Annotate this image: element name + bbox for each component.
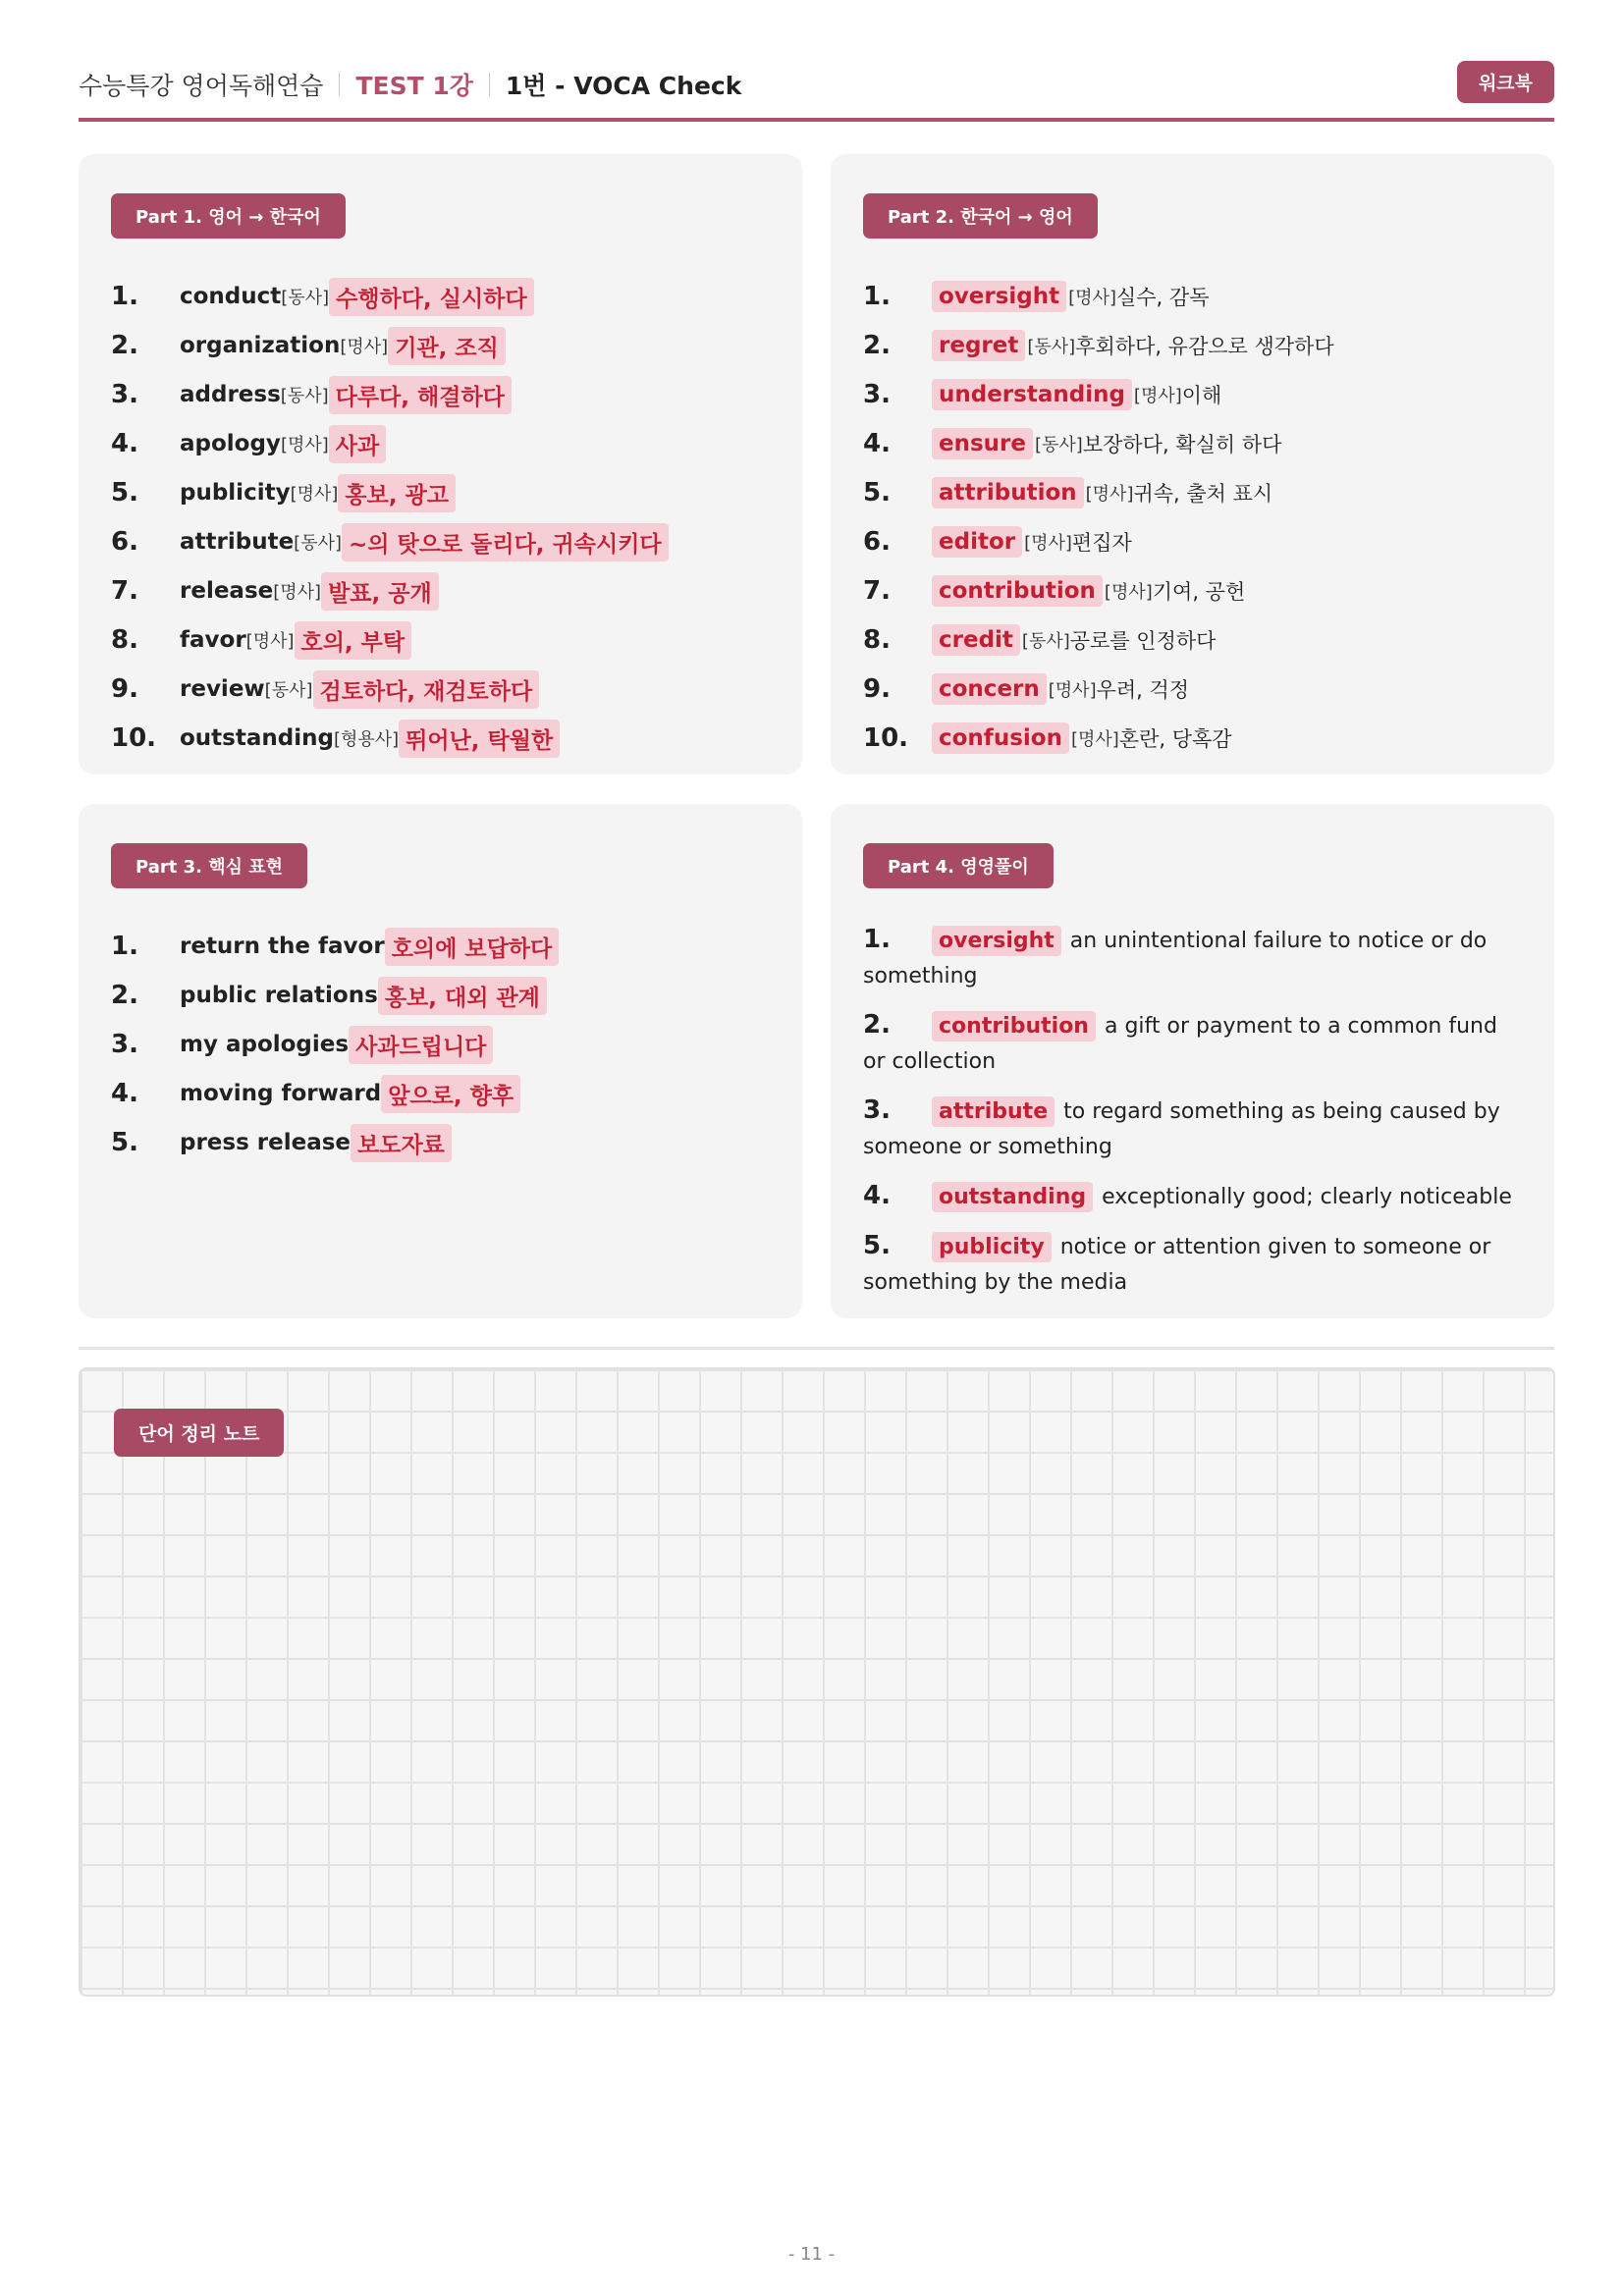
part1-panel bbox=[79, 154, 802, 774]
list-item bbox=[111, 370, 778, 419]
section-divider bbox=[79, 1347, 1554, 1350]
answer-highlight: confusion bbox=[932, 722, 1069, 754]
definition-item bbox=[863, 922, 1515, 994]
workbook-badge: 워크북 bbox=[1457, 61, 1554, 103]
answer-highlight: 발표, 공개 bbox=[321, 572, 439, 611]
item-number: 10. bbox=[111, 723, 157, 753]
list-item bbox=[111, 468, 778, 517]
item-number: 1. bbox=[863, 282, 891, 311]
answer-highlight: contribution bbox=[932, 575, 1103, 607]
key-phrase: my apologies bbox=[180, 1032, 350, 1057]
vocab-word: outstanding bbox=[180, 725, 334, 751]
vocab-word: review bbox=[180, 676, 265, 702]
item-number: 9. bbox=[111, 674, 138, 704]
item-number: 7. bbox=[111, 576, 138, 606]
answer-highlight: oversight bbox=[932, 281, 1066, 312]
answer-highlight: credit bbox=[932, 624, 1020, 656]
key-phrase: public relations bbox=[180, 983, 378, 1008]
part-of-speech: [명사] bbox=[340, 337, 389, 357]
item-number: 1. bbox=[111, 932, 138, 961]
list-item bbox=[863, 615, 1530, 665]
list-item bbox=[863, 566, 1530, 615]
part-of-speech: [동사] bbox=[1027, 337, 1076, 357]
answer-highlight: ensure bbox=[932, 428, 1033, 459]
part-of-speech: [동사] bbox=[1034, 435, 1083, 455]
answer-highlight: regret bbox=[932, 330, 1025, 361]
vocab-word: attribute bbox=[180, 529, 295, 555]
page-number: - 11 - bbox=[787, 2244, 836, 2265]
vocab-word: conduct bbox=[180, 284, 282, 309]
list-item bbox=[111, 615, 778, 665]
list-item bbox=[863, 714, 1530, 763]
vocab-word: organization bbox=[180, 333, 341, 358]
vocab-word: address bbox=[180, 382, 281, 407]
part-of-speech: [동사] bbox=[264, 680, 313, 701]
list-item bbox=[111, 321, 778, 370]
part2-label: Part 2. 한국어 → 영어 bbox=[863, 193, 1098, 239]
definition-item bbox=[863, 1228, 1515, 1301]
part-of-speech: [명사] bbox=[245, 631, 295, 652]
answer-highlight: 호의, 부탁 bbox=[295, 621, 412, 660]
list-item bbox=[111, 272, 778, 321]
part-of-speech: [명사] bbox=[1024, 533, 1072, 554]
korean-meaning: 공로를 인정하다 bbox=[1069, 629, 1217, 653]
item-number: 1. bbox=[863, 925, 891, 954]
list-item bbox=[111, 1020, 778, 1069]
english-definition: exceptionally good; clearly noticeable bbox=[1102, 1185, 1512, 1209]
part-of-speech: [명사] bbox=[273, 582, 322, 603]
answer-highlight: 호의에 보답하다 bbox=[385, 928, 560, 966]
item-number: 10. bbox=[863, 723, 909, 753]
page-header bbox=[79, 61, 1554, 122]
english-definition: to regard something as being caused by someone or something bbox=[863, 1099, 1500, 1159]
answer-highlight: publicity bbox=[932, 1232, 1052, 1262]
part-of-speech: [동사] bbox=[1021, 631, 1070, 652]
item-number: 5. bbox=[863, 1231, 891, 1260]
answer-highlight: 다루다, 해결하다 bbox=[329, 376, 512, 414]
part-of-speech: [형용사] bbox=[333, 729, 400, 750]
answer-highlight: contribution bbox=[932, 1011, 1096, 1041]
english-definition: an unintentional failure to notice or do something bbox=[863, 929, 1488, 988]
item-number: 2. bbox=[111, 981, 138, 1010]
test-label: TEST 1강 bbox=[355, 72, 473, 100]
list-item bbox=[111, 419, 778, 468]
answer-highlight: 보도자료 bbox=[351, 1124, 452, 1162]
korean-meaning: 편집자 bbox=[1071, 531, 1132, 555]
list-item bbox=[111, 1069, 778, 1118]
list-item bbox=[111, 971, 778, 1020]
english-definition: a gift or payment to a common fund or collection bbox=[863, 1014, 1497, 1074]
answer-highlight: 앞으로, 향후 bbox=[381, 1075, 520, 1113]
answer-highlight: outstanding bbox=[932, 1182, 1093, 1212]
header-divider bbox=[339, 73, 340, 96]
part-of-speech: [명사] bbox=[1085, 484, 1134, 505]
item-number: 3. bbox=[863, 380, 891, 409]
list-item bbox=[863, 321, 1530, 370]
answer-highlight: understanding bbox=[932, 379, 1132, 410]
vocab-word: release bbox=[180, 578, 274, 604]
notes-label: 단어 정리 노트 bbox=[114, 1409, 284, 1457]
korean-meaning: 혼란, 당혹감 bbox=[1118, 727, 1232, 751]
answer-highlight: 뛰어난, 탁월한 bbox=[399, 720, 560, 758]
answer-highlight: 검토하다, 재검토하다 bbox=[313, 670, 540, 709]
item-number: 9. bbox=[863, 674, 891, 704]
item-number: 4. bbox=[863, 1181, 891, 1210]
part-of-speech: [동사] bbox=[294, 533, 342, 554]
part3-panel bbox=[79, 804, 802, 1318]
answer-highlight: 기관, 조직 bbox=[388, 327, 506, 365]
part-of-speech: [명사] bbox=[1070, 729, 1119, 750]
key-phrase: moving forward bbox=[180, 1081, 382, 1106]
item-number: 4. bbox=[111, 1079, 138, 1108]
part-of-speech: [명사] bbox=[1048, 680, 1097, 701]
korean-meaning: 후회하다, 유감으로 생각하다 bbox=[1075, 335, 1334, 358]
list-item bbox=[863, 419, 1530, 468]
header-divider bbox=[489, 73, 490, 96]
part-of-speech: [명사] bbox=[1133, 386, 1182, 406]
item-number: 4. bbox=[111, 429, 138, 458]
korean-meaning: 기여, 공헌 bbox=[1152, 580, 1246, 604]
answer-highlight: attribution bbox=[932, 477, 1084, 508]
item-number: 3. bbox=[111, 380, 138, 409]
item-number: 2. bbox=[863, 1010, 891, 1040]
answer-highlight: ~의 탓으로 돌리다, 귀속시키다 bbox=[342, 523, 669, 561]
answer-highlight: 홍보, 광고 bbox=[338, 474, 456, 512]
definition-item bbox=[863, 1178, 1515, 1215]
item-number: 3. bbox=[863, 1095, 891, 1125]
page-title: 1번 - VOCA Check bbox=[505, 72, 742, 100]
korean-meaning: 이해 bbox=[1181, 384, 1222, 407]
item-number: 2. bbox=[111, 331, 138, 360]
answer-highlight: 사과드립니다 bbox=[349, 1026, 493, 1064]
definition-item bbox=[863, 1093, 1515, 1165]
vocab-word: apology bbox=[180, 431, 281, 456]
list-item bbox=[863, 517, 1530, 566]
item-number: 5. bbox=[111, 1128, 138, 1157]
vocab-notes-grid[interactable] bbox=[79, 1367, 1555, 1997]
answer-highlight: 홍보, 대외 관계 bbox=[378, 977, 547, 1015]
part2-panel bbox=[831, 154, 1554, 774]
korean-meaning: 실수, 감독 bbox=[1115, 286, 1210, 309]
list-item bbox=[111, 1118, 778, 1167]
series-title: 수능특강 영어독해연습 bbox=[79, 72, 324, 100]
key-phrase: return the favor bbox=[180, 934, 385, 959]
list-item bbox=[863, 370, 1530, 419]
item-number: 7. bbox=[863, 576, 891, 606]
part4-panel bbox=[831, 804, 1554, 1318]
korean-meaning: 귀속, 출처 표시 bbox=[1133, 482, 1273, 506]
part-of-speech: [명사] bbox=[1068, 288, 1116, 308]
vocab-word: favor bbox=[180, 627, 246, 653]
korean-meaning: 우려, 걱정 bbox=[1096, 678, 1190, 702]
definition-item bbox=[863, 1007, 1515, 1080]
answer-highlight: oversight bbox=[932, 926, 1061, 956]
part-of-speech: [명사] bbox=[1104, 582, 1153, 603]
answer-highlight: concern bbox=[932, 673, 1047, 705]
part3-label: Part 3. 핵심 표현 bbox=[111, 843, 307, 888]
part-of-speech: [명사] bbox=[290, 484, 339, 505]
key-phrase: press release bbox=[180, 1130, 352, 1155]
item-number: 3. bbox=[111, 1030, 138, 1059]
part4-label: Part 4. 영영풀이 bbox=[863, 843, 1054, 888]
part-of-speech: [동사] bbox=[281, 288, 330, 308]
item-number: 5. bbox=[111, 478, 138, 507]
part-of-speech: [명사] bbox=[280, 435, 329, 455]
list-item bbox=[863, 468, 1530, 517]
vocab-word: publicity bbox=[180, 480, 291, 506]
item-number: 6. bbox=[863, 527, 891, 557]
list-item bbox=[111, 517, 778, 566]
answer-highlight: attribute bbox=[932, 1096, 1055, 1127]
list-item bbox=[863, 272, 1530, 321]
answer-highlight: 사과 bbox=[329, 425, 386, 463]
list-item bbox=[111, 922, 778, 971]
answer-highlight: editor bbox=[932, 526, 1022, 558]
item-number: 2. bbox=[863, 331, 891, 360]
part1-label: Part 1. 영어 → 한국어 bbox=[111, 193, 346, 239]
list-item bbox=[111, 665, 778, 714]
part-of-speech: [동사] bbox=[280, 386, 329, 406]
list-item bbox=[111, 714, 778, 763]
list-item bbox=[111, 566, 778, 615]
item-number: 5. bbox=[863, 478, 891, 507]
item-number: 1. bbox=[111, 282, 138, 311]
item-number: 8. bbox=[863, 625, 891, 655]
list-item bbox=[863, 665, 1530, 714]
item-number: 4. bbox=[863, 429, 891, 458]
item-number: 6. bbox=[111, 527, 138, 557]
answer-highlight: 수행하다, 실시하다 bbox=[329, 278, 534, 316]
english-definition: notice or attention given to someone or something by the media bbox=[863, 1235, 1491, 1295]
korean-meaning: 보장하다, 확실히 하다 bbox=[1082, 433, 1282, 456]
item-number: 8. bbox=[111, 625, 138, 655]
header-breadcrumb bbox=[79, 67, 741, 102]
